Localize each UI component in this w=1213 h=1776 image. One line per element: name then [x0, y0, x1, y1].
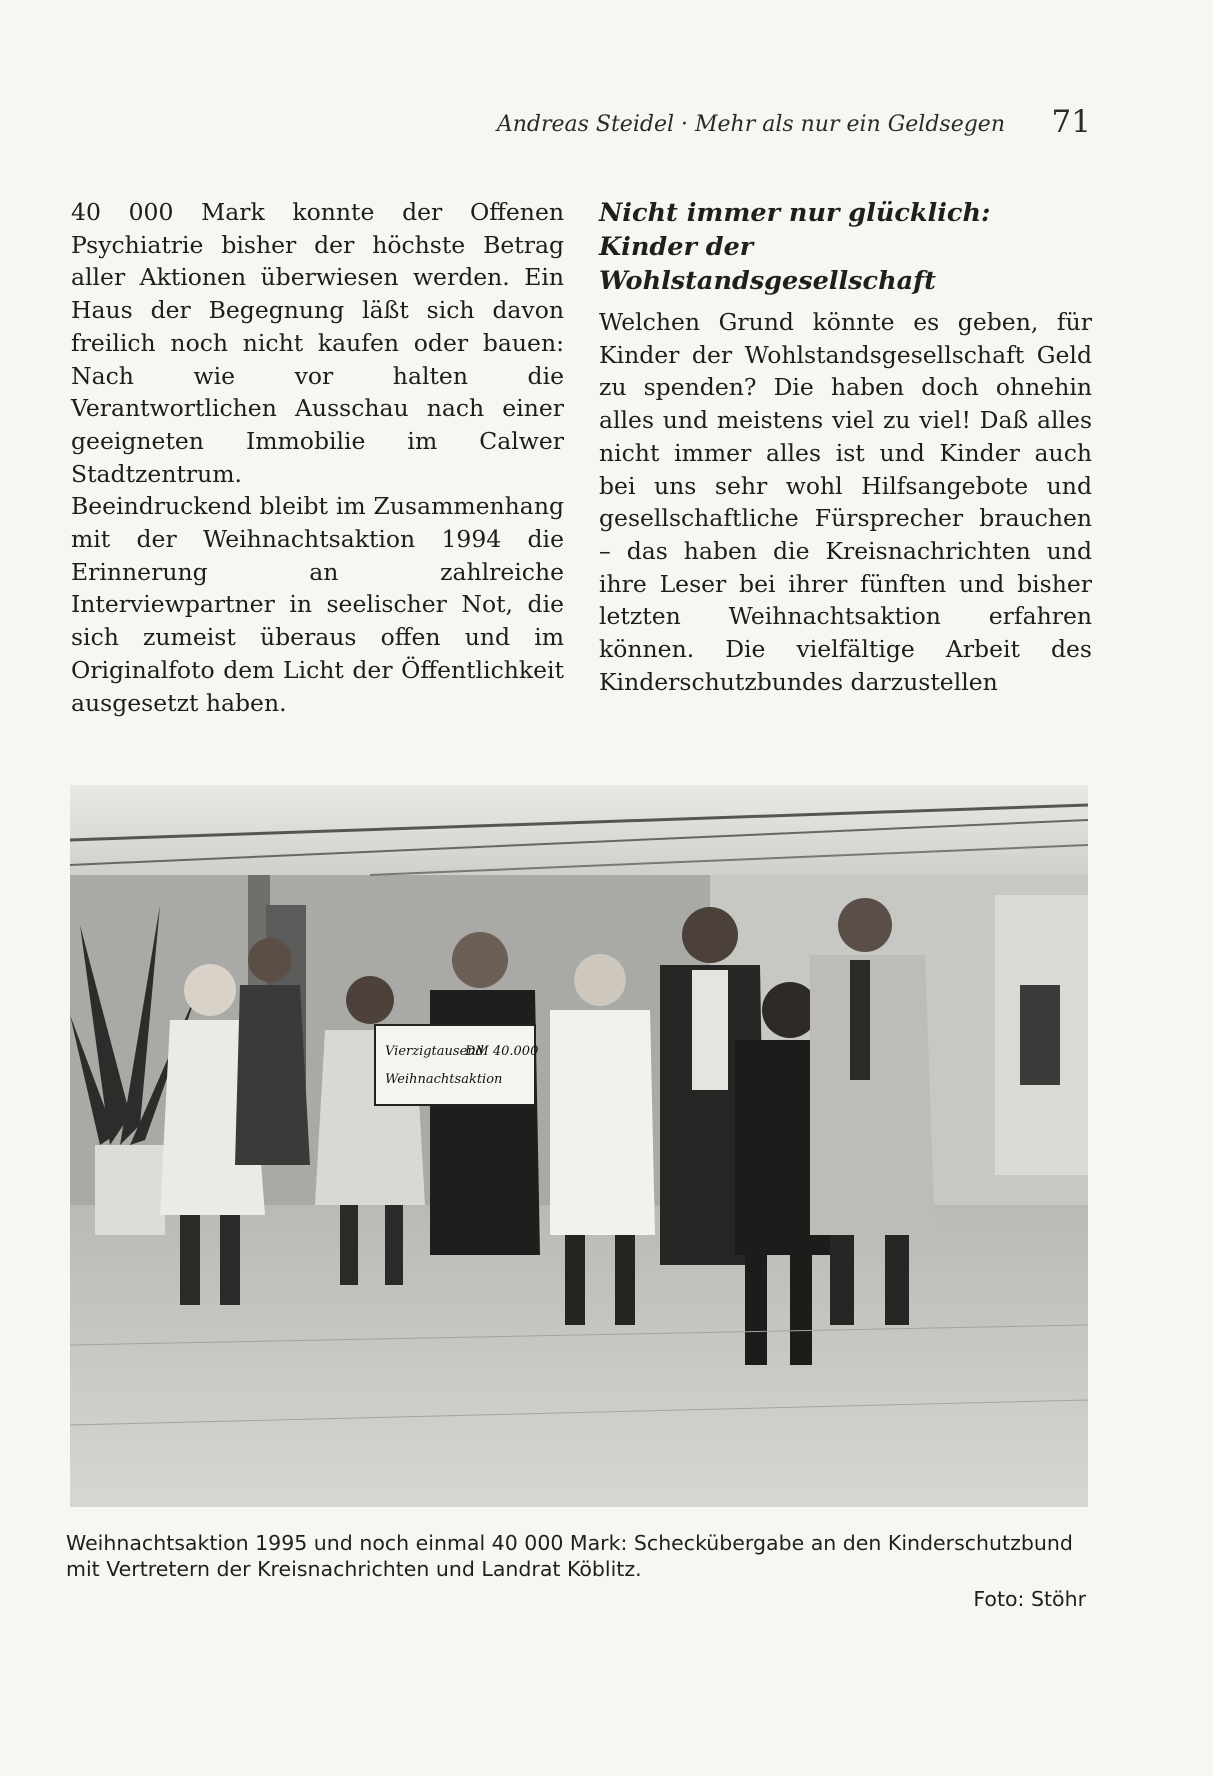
cheque-text: Vierzigtausend: [385, 1044, 484, 1059]
photo-illustration: [70, 785, 1088, 1507]
photo-credit: Foto: Stöhr: [973, 1587, 1086, 1611]
cheque-amount: DM 40.000: [465, 1044, 539, 1059]
section-heading: [599, 196, 1092, 298]
cheque-text: Weihnachtsaktion: [385, 1072, 503, 1087]
page-header: [0, 104, 1213, 144]
paragraph: Beeindruckend bleibt im Zusammenhang mit der Weihnachtsaktion 1994 die Erinnerung an zahlreiche Interviewpartner in seelischer Not, die sich zumeist überaus offen und im Originalfoto dem Licht der Öffentlichkeit ausgesetzt haben.: [71, 492, 564, 717]
photo-cheque-handover: [70, 785, 1088, 1507]
left-column: [71, 196, 564, 719]
right-column: [599, 196, 1092, 698]
paragraph: 40 000 Mark konnte der Offenen Psychiatrie bisher der höchste Betrag aller Aktionen überwiesen werden. Ein Haus der Begegnung läßt sich davon freilich noch nicht kaufen oder bauen: Nach wie vor halten die Verantwortlichen Ausschau nach einer geeigneten Immobilie im Calwer Stadtzentrum.: [71, 198, 564, 488]
section-heading-line: Kinder der Wohlstandsgesellschaft: [599, 232, 936, 296]
paragraph: Welchen Grund könnte es geben, für Kinder der Wohlstandsgesellschaft Geld zu spenden? Die haben doch ohnehin alles und meistens viel zu viel! Daß alles nicht immer alles ist und Kinder auch bei uns sehr wohl Hilfsangebote und gesellschaftliche Fürsprecher brauchen – das haben die Kreisnachrichten und ihre Leser bei ihrer fünften und bisher letzten Weihnachtsaktion erfahren können. Die vielfältige Arbeit des Kinderschutzbundes darzustellen: [599, 308, 1092, 696]
photo-caption: [66, 1530, 1090, 1582]
running-title: Andreas Steidel · Mehr als nur ein Geldsegen: [496, 112, 1005, 137]
section-heading-line: Nicht immer nur glücklich:: [599, 198, 991, 228]
page-number: 71: [1051, 104, 1091, 140]
caption-text: Weihnachtsaktion 1995 und noch einmal 40 000 Mark: Scheckübergabe an den Kinderschutzbund mit Vertretern der Kreisnachrichten und Landrat Köblitz.: [66, 1531, 1073, 1581]
